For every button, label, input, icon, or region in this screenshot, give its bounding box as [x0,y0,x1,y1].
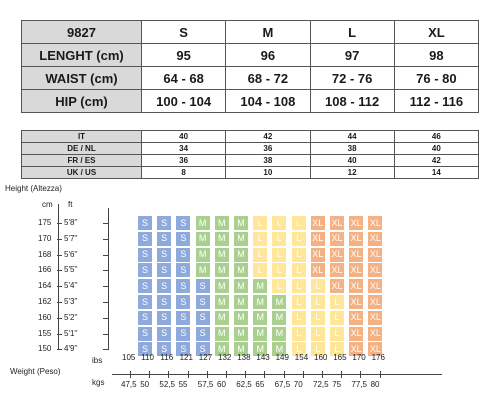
size-header-s: S [142,21,226,44]
table-cell: 42 [394,155,478,167]
size-cell: S [157,232,171,246]
kgs-tick-label: 52,5 [159,380,175,389]
size-cell: L [272,232,286,246]
size-cell: M [215,216,229,230]
row-label: WAIST (cm) [22,67,142,90]
height-cm-label: 155 [38,328,52,338]
table-cell: 64 - 68 [142,67,226,90]
height-ft-label: 5'2'' [64,312,78,322]
table-cell: 14 [394,167,478,179]
lbs-tick-label: 116 [160,353,174,362]
size-table [21,20,479,113]
size-cell: M [215,263,229,277]
row-label: DE / NL [22,143,142,155]
size-cell: L [311,311,325,325]
table-cell: 72 - 76 [310,67,394,90]
kgs-tick-label: 80 [370,380,380,389]
table-cell: 42 [226,131,310,143]
weight-axis-line [112,374,442,375]
height-ft-label: 5'7'' [64,233,78,243]
size-cell: M [253,295,267,309]
size-cell: M [196,263,210,277]
size-cell: L [292,279,306,293]
conversion-row-uk-us [22,167,479,179]
row-label: LENGHT (cm) [22,44,142,67]
conversion-table [21,130,479,179]
table-cell: 36 [142,155,226,167]
size-cell: XL [349,279,363,293]
size-cell: M [215,342,229,356]
size-cell: M [253,311,267,325]
size-cell: S [176,311,190,325]
lbs-label: ibs [92,356,103,365]
size-cell: M [234,295,248,309]
height-ft-label: 5'1'' [64,328,78,338]
size-cell: L [292,232,306,246]
model-number: 9827 [22,21,142,44]
lbs-tick-label: 165 [333,353,347,362]
height-title: Height (Altezza) [5,184,62,193]
lbs-tick-label: 121 [179,353,193,362]
size-cell: L [253,248,267,262]
lbs-tick-label: 160 [314,353,328,362]
size-cell: S [176,279,190,293]
height-cm-label: 168 [38,249,52,259]
size-header-l: L [310,21,394,44]
size-cell: XL [368,279,382,293]
table-cell: 36 [226,143,310,155]
table-cell: 95 [142,44,226,67]
size-cell: L [330,327,344,341]
weight-tick [284,371,285,378]
size-cell: S [157,263,171,277]
size-cell: S [176,248,190,262]
size-cell: XL [311,216,325,230]
size-cell: XL [330,216,344,230]
size-header-xl: XL [394,21,478,44]
size-cell: L [292,216,306,230]
lbs-tick-label: 143 [256,353,270,362]
size-cell: S [138,342,152,356]
waist-row [22,67,479,90]
lbs-tick-label: 105 [122,353,136,362]
size-cell: XL [311,263,325,277]
table-cell: 40 [394,143,478,155]
size-cell: XL [368,295,382,309]
height-cm-label: 150 [38,344,52,354]
kgs-tick-label: 75 [332,380,342,389]
size-cell: XL [330,232,344,246]
kgs-tick-label: 55 [178,380,188,389]
size-cell: M [234,327,248,341]
height-axis-line [58,204,59,349]
kgs-tick-label: 77,5 [351,380,367,389]
row-label: UK / US [22,167,142,179]
size-cell: M [272,327,286,341]
size-cell: L [292,263,306,277]
size-cell: L [330,342,344,356]
size-cell: XL [368,263,382,277]
height-ft-label: 5'6'' [64,249,78,259]
size-cell: S [138,295,152,309]
size-cell: M [215,295,229,309]
size-cell: XL [368,232,382,246]
height-cm-label: 170 [38,233,52,243]
size-cell: M [253,327,267,341]
cm-label: cm [42,200,53,209]
size-cell: M [215,311,229,325]
size-cell: S [138,263,152,277]
size-cell: M [234,216,248,230]
size-cell: L [311,279,325,293]
table-cell: 40 [142,131,226,143]
size-cell: XL [311,232,325,246]
size-cell: L [292,248,306,262]
size-cell: S [157,279,171,293]
ft-label: ft [68,200,73,209]
size-cell: L [292,342,306,356]
size-cell: S [176,295,190,309]
row-label: HIP (cm) [22,90,142,113]
lbs-tick-label: 132 [218,353,232,362]
size-cell: XL [349,327,363,341]
size-cell: S [196,311,210,325]
table-cell: 68 - 72 [226,67,310,90]
table-cell: 112 - 116 [394,90,478,113]
kgs-tick-label: 47,5 [121,380,137,389]
height-cm-label: 164 [38,281,52,291]
size-cell: S [196,295,210,309]
conversion-row-it [22,131,479,143]
table-cell: 96 [226,44,310,67]
lbs-tick-label: 170 [352,353,366,362]
lbs-tick-label: 176 [371,353,385,362]
size-cell: S [138,327,152,341]
height-tick [57,349,62,350]
height-ft-label: 5'8'' [64,218,78,227]
lbs-tick-label: 110 [141,353,154,362]
weight-tick [168,371,169,378]
size-cell: L [330,311,344,325]
kgs-tick-label: 57,5 [197,380,214,389]
size-cell: L [292,327,306,341]
weight-title: Weight (Peso) [10,367,61,376]
size-cell: S [157,216,171,230]
kgs-tick-label: 70 [293,380,303,389]
size-cell: L [311,327,325,341]
size-cell: S [176,342,190,356]
size-cell: L [311,295,325,309]
length-row [22,44,479,67]
size-cell: XL [349,248,363,262]
size-cell: M [272,295,286,309]
weight-tick [188,371,189,378]
height-ft-label: 5'5'' [64,265,78,275]
height-ft-label: 4'9'' [64,344,78,354]
height-cm-label: 175 [38,218,52,227]
weight-tick [303,371,304,378]
size-cell: M [272,311,286,325]
size-cell: M [234,342,248,356]
size-cell: S [138,248,152,262]
size-cell: XL [349,342,363,356]
size-cell: M [215,327,229,341]
size-cell: S [138,279,152,293]
size-cell: M [253,279,267,293]
kgs-tick-label: 60 [217,380,226,389]
lbs-tick-label: 138 [237,353,251,362]
weight-tick [149,371,150,378]
size-cell: M [253,342,267,356]
conversion-row-fr-es [22,155,479,167]
size-cell: M [234,311,248,325]
height-cm-label: 160 [38,312,52,322]
row-label: FR / ES [22,155,142,167]
size-cell: S [138,311,152,325]
size-cell: XL [330,263,344,277]
size-cell: L [253,232,267,246]
kgs-tick-label: 67,5 [274,380,291,389]
height-axis-line [108,208,109,349]
size-cell: XL [349,295,363,309]
size-cell: S [157,342,171,356]
size-cell: XL [349,263,363,277]
size-cell: M [234,232,248,246]
size-cell: L [253,216,267,230]
size-cell: M [272,342,286,356]
size-cell: S [138,232,152,246]
size-cell: L [330,295,344,309]
size-cell: M [234,263,248,277]
kgs-tick-label: 50 [140,380,150,389]
size-cell: M [196,216,210,230]
size-cell: S [157,248,171,262]
weight-tick [380,371,381,378]
size-cell: S [157,311,171,325]
size-cell: XL [330,279,344,293]
weight-tick [207,371,208,378]
table-cell: 97 [310,44,394,67]
table-cell: 38 [226,155,310,167]
size-cell: L [253,263,267,277]
table-cell: 108 - 112 [310,90,394,113]
size-cell: L [311,342,325,356]
size-cell: S [196,342,210,356]
weight-tick [360,371,361,378]
height-cm-label: 166 [38,265,52,275]
weight-tick [322,371,323,378]
size-cell: S [176,216,190,230]
height-ft-label: 5'4'' [64,281,78,291]
size-cell: L [272,279,286,293]
table-cell: 100 - 104 [142,90,226,113]
size-cell: L [272,263,286,277]
size-cell: S [196,279,210,293]
size-cell: XL [368,311,382,325]
table-cell: 38 [310,143,394,155]
size-cell: XL [349,216,363,230]
table-cell: 44 [310,131,394,143]
size-cell: M [196,232,210,246]
size-cell: M [196,248,210,262]
lbs-tick-label: 127 [198,353,213,362]
size-header-m: M [226,21,310,44]
size-cell: S [157,327,171,341]
size-cell: XL [311,248,325,262]
size-cell: S [196,327,210,341]
height-tick [103,349,109,350]
row-label: IT [22,131,142,143]
size-cell: L [272,248,286,262]
size-cell: S [157,295,171,309]
size-cell: S [176,327,190,341]
size-cell: XL [368,342,382,356]
height-cm-label: 162 [38,297,52,306]
size-cell: M [215,232,229,246]
size-cell: S [176,263,190,277]
size-cell: XL [368,327,382,341]
kgs-tick-label: 72,5 [313,380,329,389]
kgs-tick-label: 62,5 [236,380,252,389]
size-cell: M [215,279,229,293]
size-cell: M [215,248,229,262]
size-header-row [22,21,479,44]
size-cell: XL [349,232,363,246]
table-cell: 104 - 108 [226,90,310,113]
size-cell: M [234,248,248,262]
size-cell: XL [330,248,344,262]
table-cell: 46 [394,131,478,143]
size-cell: S [176,232,190,246]
kgs-label: kgs [92,378,105,387]
table-cell: 12 [310,167,394,179]
height-ft-label: 5'3'' [64,297,78,306]
weight-tick [264,371,265,378]
table-cell: 34 [142,143,226,155]
lbs-tick-label: 149 [275,353,289,362]
size-cell: M [234,279,248,293]
size-cell: XL [349,311,363,325]
table-cell: 98 [394,44,478,67]
size-cell: L [292,295,306,309]
weight-tick [245,371,246,378]
conversion-row-de-nl [22,143,479,155]
table-cell: 40 [310,155,394,167]
size-cell: L [292,311,306,325]
weight-tick [341,371,342,378]
table-cell: 10 [226,167,310,179]
weight-tick [226,371,227,378]
kgs-tick-label: 65 [255,380,265,389]
size-cell: XL [368,216,382,230]
table-cell: 76 - 80 [394,67,478,90]
lbs-tick-label: 154 [294,353,309,362]
weight-tick [130,371,131,378]
size-cell: L [272,216,286,230]
hip-row [22,90,479,113]
size-cell: S [138,216,152,230]
table-cell: 8 [142,167,226,179]
size-cell: XL [368,248,382,262]
